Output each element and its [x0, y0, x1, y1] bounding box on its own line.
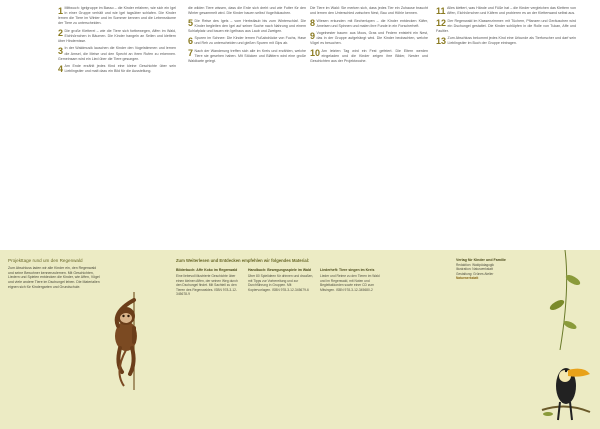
- material-text: Lieder und Reime zu den Tieren im Wald und im Regenwald, mit Noten und Begleitakkorden sowie einer CD zum Mitsingen. ISBN 978-3-12-345680-2: [320, 274, 380, 292]
- paragraph: 9 Vogelnester bauen: aus Moos, Gras und Federn entsteht ein Nest, das in der Gruppe aufgehängt wird. Die Kinder beobachten, welche Vögel es besuchen.: [310, 30, 428, 46]
- paragraph: 8 Wiesen erkunden mit Becherlupen – die Kinder entdecken Käfer, Ameisen und Spinnen und malen ihre Funde in ein Forscherheft.: [310, 18, 428, 28]
- text-column-4: [436, 6, 576, 250]
- text-column-2: [188, 6, 306, 250]
- text-column-1: [58, 6, 176, 250]
- paragraph: 6 Spuren im Schnee: Die Kinder lernen Fußabdrücke von Fuchs, Hase und Reh zu unterscheiden und gießen Spuren mit Gips ab.: [188, 35, 306, 46]
- band-title: Zum Weiterlesen und Entdecken empfehlen wir folgendes Material:: [176, 258, 310, 263]
- paragraph: 10 Am letzten Tag wird ein Fest gefeiert. Die Eltern werden eingeladen und die Kinder zeigen ihre Bilder, Nester und Geschichten aus der Projektwoche.: [310, 48, 428, 63]
- toucan-illustration: [536, 340, 592, 426]
- credits-line: Gestaltung: Grünes Atelier: [456, 271, 494, 276]
- band-intro-heading: Projekttage rund um den Regenwald: [8, 258, 83, 263]
- credits-block: [456, 258, 536, 281]
- paragraph: 11 Alles klettert, was Hände und Füße hat – die Kinder vergleichen das Klettern von Affen, Eichhörnchen und Käfern und probieren es an der Kletterwand selbst aus.: [436, 6, 576, 16]
- brand-label: Naturwerkstatt: [456, 276, 479, 280]
- monkey-illustration: [104, 292, 148, 390]
- credits-heading: Verlag für Kinder und Familie: [456, 258, 506, 262]
- paragraph: 12 Der Regenwald im Klassenzimmer: mit Tüchern, Pflanzen und Geräuschen wird ein Dschungel gestaltet. Die Kinder schlüpfen in die Rolle von Tukan, Affe und Faultier.: [436, 18, 576, 33]
- paragraph: 2 Die große Kletterei – wie die Tiere sich fortbewegen, Affen im Wald, Eichhörnchen in Bäumen. Die Kinder hangeln an Seilen und klettern über Hindernisse.: [58, 28, 176, 44]
- paragraph: die wilden Tiere wissen, dass die Erde sich dreht und wie Futter für den Winter gesammelt wird. Die Kinder bauen selbst Vogelhäuschen.: [188, 6, 306, 16]
- band-intro-text: Zum Abschluss laden wir alle Kinder ein, den Regenwald und seine Bewohner kennenzulernen. Mit Geschichten, Liedern und Spielen entdecken die Kinder, wie Affen, Vögel und viele andere Tiere im Dschungel leben. Die Materialien eignen sich für Kindergarten und Grundschule.: [8, 265, 100, 290]
- credits-line: Illustration: Naturwerkstatt: [456, 267, 493, 271]
- text-column-3: [310, 6, 428, 250]
- leaf-vine-illustration: [540, 250, 590, 350]
- material-item-3: [320, 268, 386, 292]
- paragraph: 13 Zum Abschluss bekommt jedes Kind eine Urkunde als Tierforscher und darf sein Lieblingstier im Buch der Gruppe eintragen.: [436, 35, 576, 46]
- paragraph: 3 In der Waldmusik lauschen die Kinder den Vogelstimmen und lernen die Amsel, die Meise und den Specht an ihren Rufen zu erkennen. Gemeinsam wird ein Lied über die Tiere gesungen.: [58, 45, 176, 61]
- credits-line: Redaktion: Waldpädagogik: [456, 262, 494, 267]
- material-heading: Liederheft: Tiere singen im Kreis: [320, 268, 375, 272]
- material-heading: Handbuch: Bewegungsspiele im Wald: [248, 268, 312, 272]
- paragraph: 4 Am Ende erzählt jedes Kind eine kleine Geschichte über sein Lieblingstier und malt dazu ein Bild für die Ausstellung.: [58, 63, 176, 74]
- material-text: Eine liebevoll illustrierte Geschichte über einen kleinen Affen, der seinen Weg durch den Dschungel findet. Mit Sachteil zu den Tieren des Regenwaldes. ISBN 978-3-12-345678-9: [176, 274, 238, 297]
- band-intro: [8, 258, 102, 290]
- material-text: Über 80 Spielideen für drinnen und draußen, mit Tipps zur Vorbereitung und zur Durchführung in Gruppen. Mit Kopiervorlagen. ISBN 978-3-12-345679-6: [248, 274, 314, 292]
- material-item-2: [248, 268, 314, 292]
- material-heading: Bilderbuch: Affe Koko im Regenwald: [176, 268, 238, 272]
- paragraph: 7 Nach der Wanderung treffen sich alle im Kreis und erzählen, welche Tiere sie gesehen haben. Mit Stöcken und Blättern wird eine große Waldkarte gelegt.: [188, 48, 306, 63]
- paragraph: 1 Mittwoch: Igelgruppe im Basso – die Kinder erfahren, wie sich ein Igel in einer Gruppe verhält und wie Igel tagsüber schlafen. Die Kinder lernen die Tiere im Winter und im Sommer kennen und die Lebensräume der Tiere zu unterscheiden.: [58, 6, 176, 26]
- material-item-1: [176, 268, 242, 297]
- paragraph: 5 Die Reise des Igels – vom Herbstlaub bis zum Winterschlaf. Die Kinder begleiten den Igel auf seiner Suche nach Nahrung und einem Schlafplatz und bauen ein Igelhaus aus Laub und Zweigen.: [188, 18, 306, 33]
- paragraph: Die Tiere im Wald: Sie merken sich, dass jedes Tier ein Zuhause braucht und lernen den Unterschied zwischen Nest, Bau und Höhle kennen.: [310, 6, 428, 16]
